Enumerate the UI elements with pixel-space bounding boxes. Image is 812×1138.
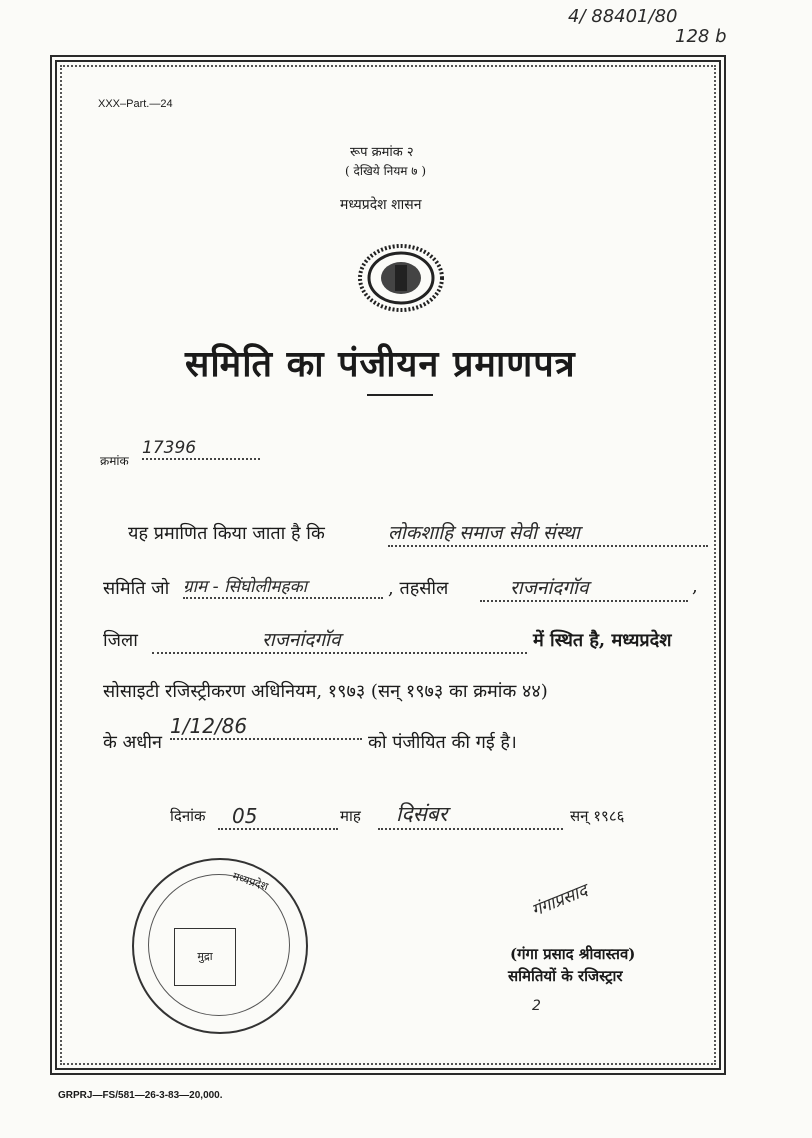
month-value: दिसंबर — [378, 800, 563, 830]
registration-date: 1/12/86 — [170, 714, 362, 740]
registrar-signature: गंगाप्रसाद — [528, 880, 591, 922]
certificate-title: समिति का पंजीयन प्रमाणपत्र — [185, 343, 576, 385]
corner-handwritten-note: 4/ 88401/80 — [568, 6, 678, 27]
district-value: राजनांदगॉव — [152, 626, 527, 654]
signatory-name: (गंगा प्रसाद श्रीवास्तव) — [510, 945, 636, 963]
serial-number: 17396 — [142, 438, 260, 460]
year-label: सन् १९८६ — [570, 807, 625, 825]
registered-text: को पंजीयित की गई है। — [368, 732, 517, 753]
society-name: लोकशाहि समाज सेवी संस्था — [388, 519, 708, 547]
act-text: सोसाइटी रजिस्ट्रीकरण अधिनियम, १९७३ (सन् १९७३ का क्रमांक ४४) — [103, 681, 548, 702]
form-number: रूप क्रमांक २ — [350, 145, 414, 160]
under-text: के अधीन — [103, 732, 163, 753]
seal-box: मुद्रा — [174, 928, 236, 986]
line2-comma: , — [692, 576, 698, 597]
state-emblem-icon — [357, 243, 445, 313]
government-name: मध्यप्रदेश शासन — [340, 197, 422, 213]
village-name: ग्राम - सिंघोलीमहका — [183, 574, 383, 599]
date-value: 05 — [218, 804, 338, 830]
corner-handwritten-note-2: 128 b — [675, 26, 727, 47]
society-label: समिति जो — [103, 578, 170, 599]
certify-text: यह प्रमाणित किया जाता है कि — [128, 523, 325, 544]
footer-code: GRPRJ—FS/581—26-3-83—20,000. — [58, 1090, 223, 1101]
form-rule: ( देखिये नियम ७ ) — [345, 164, 427, 178]
signature-mark: 2 — [532, 998, 541, 1014]
district-label: जिला — [103, 630, 138, 651]
month-label: माह — [340, 807, 361, 825]
serial-label: क्रमांक — [100, 454, 129, 468]
tehsil-value: राजनांदगॉव — [480, 574, 688, 602]
date-label: दिनांक — [170, 807, 206, 825]
title-underline — [367, 394, 433, 396]
form-reference: XXX–Part.—24 — [98, 98, 173, 110]
tehsil-label: , तहसील — [388, 578, 449, 599]
seal-arc-text: मध्यप्रदेश — [230, 869, 270, 894]
signatory-title: समितियों के रजिस्ट्रार — [508, 967, 623, 985]
located-text: में स्थित है, मध्यप्रदेश — [533, 630, 672, 651]
